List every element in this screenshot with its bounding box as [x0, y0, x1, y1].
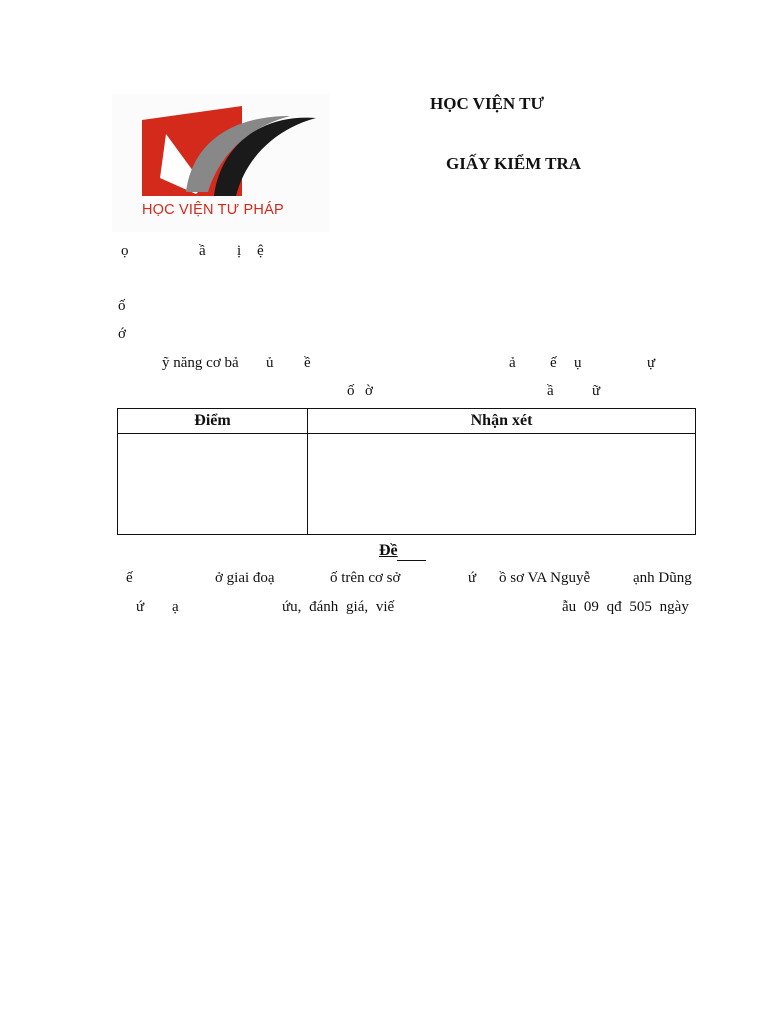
- fragment-text: ữ: [592, 383, 601, 399]
- table-header-row: [118, 409, 696, 434]
- fragment-text: ỹ năng cơ bả: [162, 355, 239, 371]
- table-row: [118, 434, 696, 535]
- fragment-text: ẫu 09 qđ 505 ngày: [562, 599, 689, 615]
- heading-underline: [397, 560, 426, 561]
- logo-text: HỌC VIỆN TƯ PHÁP: [142, 202, 284, 218]
- fragment-text: ị: [237, 243, 242, 259]
- fragment-text: ồ sơ VA Nguyễ: [499, 570, 591, 586]
- document-title: GIẤY KIỂM TRA: [446, 154, 582, 173]
- institution-name: HỌC VIỆN TƯ: [430, 94, 544, 113]
- fragment-text: ầ: [199, 243, 206, 259]
- grade-table: [117, 408, 696, 535]
- fragment-text: ệ: [257, 243, 264, 259]
- fragment-text: ố: [347, 383, 355, 399]
- section-heading: Đề: [379, 542, 398, 559]
- fragment-text: ầ: [547, 383, 554, 399]
- score-column-header: Điểm: [118, 409, 308, 434]
- fragment-text: ế: [126, 570, 133, 586]
- fragment-text: ạ: [172, 599, 179, 615]
- fragment-text: ở giai đoạ: [215, 570, 275, 586]
- fragment-text: ả: [509, 355, 516, 371]
- fragment-text: ứ: [468, 570, 477, 586]
- fragment-text: ủ: [266, 355, 274, 371]
- fragment-text: ế: [550, 355, 557, 371]
- fragment-text: ứ: [136, 599, 145, 615]
- score-cell[interactable]: [118, 434, 308, 535]
- fragment-text: ố trên cơ sở: [330, 570, 401, 586]
- fragment-text: ụ: [574, 355, 582, 371]
- fragment-text: ớ: [118, 326, 126, 342]
- fragment-text: ố: [118, 298, 126, 314]
- academy-logo: [112, 94, 330, 232]
- comment-column-header: Nhận xét: [308, 409, 696, 434]
- fragment-text: ứu, đánh giá, viế: [282, 599, 395, 615]
- fragment-text: ề: [304, 355, 311, 371]
- fragment-text: ọ: [121, 243, 129, 259]
- comment-cell[interactable]: [308, 434, 696, 535]
- fragment-text: ờ: [365, 383, 373, 399]
- fragment-text: ạnh Dũng: [633, 570, 692, 586]
- fragment-text: ự: [647, 355, 656, 371]
